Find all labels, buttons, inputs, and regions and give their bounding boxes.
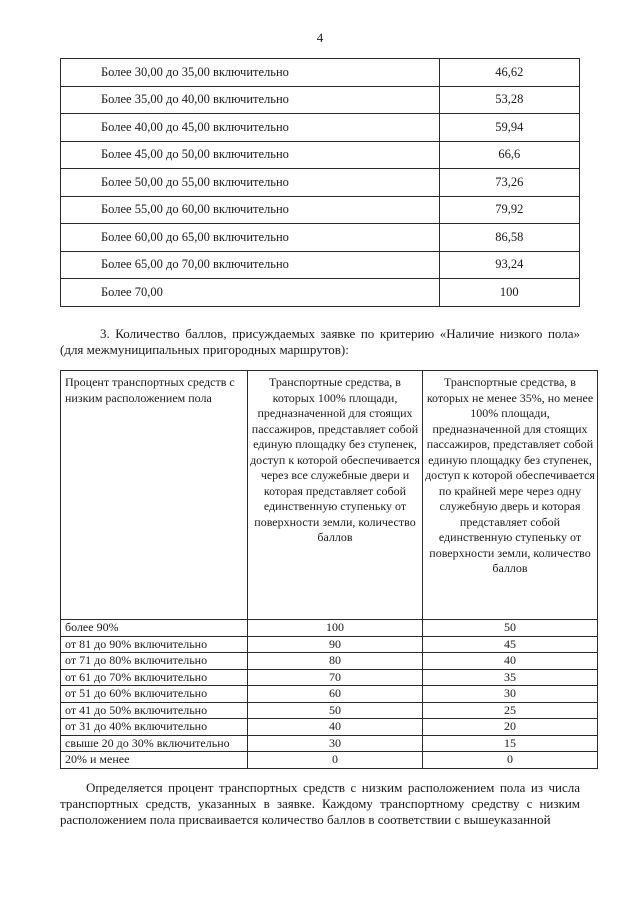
row-label: Более 60,00 до 65,00 включительно: [61, 224, 440, 252]
table-row: [61, 636, 598, 653]
row-label: Более 65,00 до 70,00 включительно: [61, 251, 440, 279]
row-label: Более 35,00 до 40,00 включительно: [61, 86, 440, 114]
row-value: 46,62: [439, 59, 579, 87]
header-percent: Процент транспортных средств с низким расположением пола: [61, 371, 248, 620]
row-label: более 90%: [61, 620, 248, 637]
row-full-score: 70: [248, 669, 423, 686]
row-full-score: 80: [248, 653, 423, 670]
row-value: 86,58: [439, 224, 579, 252]
row-label: 20% и менее: [61, 752, 248, 769]
row-partial-score: 40: [423, 653, 598, 670]
table-header-row: [61, 371, 598, 620]
row-value: 79,92: [439, 196, 579, 224]
row-full-score: 40: [248, 719, 423, 736]
table-row: [61, 114, 580, 142]
row-value: 100: [439, 279, 579, 307]
row-value: 59,94: [439, 114, 579, 142]
page-number: 4: [316, 30, 324, 45]
row-full-score: 30: [248, 735, 423, 752]
table-row: [61, 735, 598, 752]
table-row: [61, 169, 580, 197]
row-value: 66,6: [439, 141, 579, 169]
row-value: 73,26: [439, 169, 579, 197]
row-value: 53,28: [439, 86, 579, 114]
table-row: [61, 196, 580, 224]
table-row: [61, 224, 580, 252]
closing-paragraph: Определяется процент транспортных средств с низким расположением пола из числа транспортных средств, указанных в заявке. Каждому транспортному средству с низким расположением пола присваивается количество баллов в соответствии с вышеуказанной: [60, 780, 580, 827]
table-row: [61, 86, 580, 114]
row-partial-score: 50: [423, 620, 598, 637]
table-row: [61, 59, 580, 87]
row-partial-score: 20: [423, 719, 598, 736]
row-label: Более 70,00: [61, 279, 440, 307]
row-value: 93,24: [439, 251, 579, 279]
row-label: Более 30,00 до 35,00 включительно: [61, 59, 440, 87]
low-floor-score-table: [60, 370, 598, 769]
table-row: [61, 620, 598, 637]
row-partial-score: 30: [423, 686, 598, 703]
row-label: свыше 20 до 30% включительно: [61, 735, 248, 752]
row-partial-score: 45: [423, 636, 598, 653]
row-label: от 31 до 40% включительно: [61, 719, 248, 736]
row-full-score: 0: [248, 752, 423, 769]
table-row: [61, 279, 580, 307]
row-label: от 71 до 80% включительно: [61, 653, 248, 670]
row-label: Более 45,00 до 50,00 включительно: [61, 141, 440, 169]
row-label: от 81 до 90% включительно: [61, 636, 248, 653]
row-label: от 51 до 60% включительно: [61, 686, 248, 703]
row-full-score: 60: [248, 686, 423, 703]
table-row: [61, 702, 598, 719]
table-row: [61, 719, 598, 736]
row-partial-score: 25: [423, 702, 598, 719]
table-row: [61, 251, 580, 279]
row-label: Более 40,00 до 45,00 включительно: [61, 114, 440, 142]
row-partial-score: 15: [423, 735, 598, 752]
table-row: [61, 669, 598, 686]
row-full-score: 100: [248, 620, 423, 637]
table-row: [61, 653, 598, 670]
table-row: [61, 752, 598, 769]
row-label: Более 55,00 до 60,00 включительно: [61, 196, 440, 224]
header-partial-low-floor: Транспортные средства, в которых не менее 35%, но менее 100% площади, предназначенной для стоящих пассажиров, представляет собой единую площадку без ступенек, доступ к которой обеспечивается по крайней мере через одну служебную дверь и которая представляет собой единственную ступеньку от поверхности земли, количество баллов: [423, 371, 598, 620]
row-partial-score: 0: [423, 752, 598, 769]
row-full-score: 90: [248, 636, 423, 653]
section-3-heading: 3. Количество баллов, присуждаемых заявке по критерию «Наличие низкого пола» (для межмуниципальных пригородных маршрутов):: [60, 326, 580, 357]
row-label: от 61 до 70% включительно: [61, 669, 248, 686]
row-full-score: 50: [248, 702, 423, 719]
header-full-low-floor: Транспортные средства, в которых 100% площади, предназначенной для стоящих пассажиров, представляет собой единую площадку без ступенек, доступ к которой обеспечивается через все служебные двери и которая представляет собой единственную ступеньку от поверхности земли, количество баллов: [248, 371, 423, 620]
row-label: от 41 до 50% включительно: [61, 702, 248, 719]
row-partial-score: 35: [423, 669, 598, 686]
score-table-1: [60, 58, 580, 307]
table-row: [61, 141, 580, 169]
table-row: [61, 686, 598, 703]
row-label: Более 50,00 до 55,00 включительно: [61, 169, 440, 197]
